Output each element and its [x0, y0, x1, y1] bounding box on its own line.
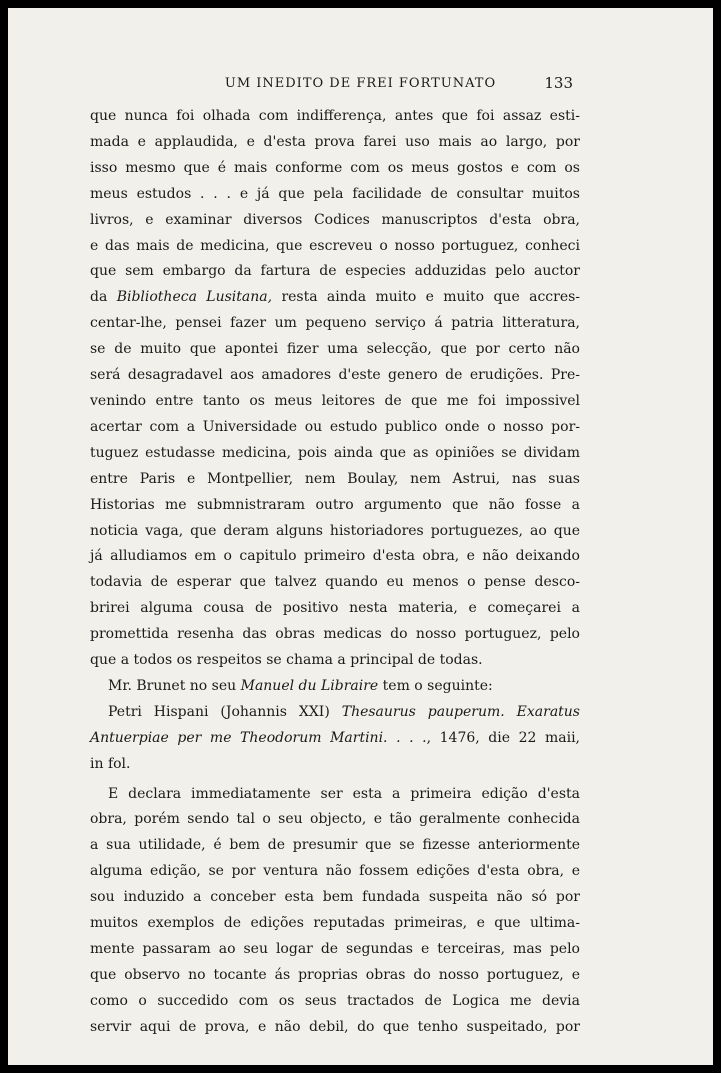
text-line: acertar com a Universidade ou estudo publico onde o nosso por- [90, 418, 580, 435]
italic-title: Thesaurus pauperum. Exaratus [341, 703, 580, 720]
italic-title: Antuerpiae per me Theodorum Martini. . . . [90, 729, 427, 746]
text-segment: XXI) [298, 703, 330, 720]
text-line: como o succedido com os seus tractados de Logica me devia [90, 992, 580, 1009]
text-segment: Mr. Brunet no seu [108, 677, 237, 694]
text-segment: 1476, die 22 maii, [439, 729, 581, 746]
body-text [90, 104, 580, 1041]
page-number: 133 [544, 74, 573, 92]
text-line [90, 674, 580, 700]
text-line: se de muito que apontei fizer uma selecção, que por certo não [90, 341, 580, 358]
text-line: mada e applaudida, e d'esta prova farei uso mais ao largo, por [90, 133, 580, 150]
text-line: alguma edição, se por ventura não fossem edições d'esta obra, e [90, 863, 580, 880]
text-line: todavia de esperar que talvez quando eu menos o pense desco- [90, 574, 580, 591]
text-line [90, 700, 580, 726]
text-line: será desagradavel aos amadores d'este genero de erudições. Pre- [90, 367, 580, 384]
italic-title: Bibliotheca [116, 289, 197, 306]
text-line: promettida resenha das obras medicas do nosso portuguez, pelo [90, 626, 580, 643]
text-line: tuguez estudasse medicina, pois ainda que as opiniões se dividam [90, 444, 580, 461]
text-line: Antuerpiae per me Theodorum Martini. . . ., 1476, die 22 maii, [90, 729, 581, 746]
text-line: venindo entre tanto os meus leitores de que me foi impossivel [90, 392, 580, 409]
text-line: noticia vaga, que deram alguns historiadores portuguezes, ao que [90, 522, 580, 539]
text-line: Historias me submnistraram outro argumento que não fosse a [90, 496, 580, 513]
text-line: que a todos os respeitos se chama a principal de todas. [90, 652, 483, 669]
text-line: e das mais de medicina, que escreveu o nosso portuguez, conheci [90, 237, 580, 254]
text-line: servir aqui de prova, e não debil, do que tenho suspeitado, por [90, 1018, 580, 1035]
text-segment: Petri Hispani (Johannis [108, 703, 287, 720]
text-line: isso mesmo que é mais conforme com os meus gostos e com os [90, 159, 580, 176]
text-segment: da [90, 289, 108, 306]
text-line: obra, porém sendo tal o seu objecto, e tão geralmente conhecida [90, 811, 580, 828]
text-line [90, 285, 580, 311]
text-line: livros, e examinar diversos Codices manuscriptos d'esta obra, [90, 211, 580, 228]
text-line: mente passaram ao seu logar de segundas e terceiras, mas pelo [90, 941, 580, 957]
running-head [8, 76, 713, 96]
text-line: a sua utilidade, é bem de presumir que se fizesse anteriormente [90, 837, 580, 854]
text-line: entre Paris e Montpellier, nem Boulay, nem Astrui, nas suas [90, 470, 580, 487]
text-segment: resta ainda muito e muito que accres- [281, 289, 581, 306]
running-title: UM INEDITO DE FREI FORTUNATO [224, 76, 497, 91]
text-line: brirei alguma cousa de positivo nesta materia, e começarei a [90, 600, 580, 617]
text-line: E declara immediatamente ser esta a primeira edição d'esta [108, 785, 580, 802]
italic-title: Lusitana, [206, 289, 273, 306]
text-line: que sem embargo da fartura de especies adduzidas pelo auctor [90, 263, 580, 280]
text-line: in fol. [90, 755, 131, 772]
text-line: já alludiamos em o capitulo primeiro d'esta obra, e não deixando [90, 548, 580, 565]
book-page [8, 8, 713, 1065]
text-line: sou induzido a conceber esta bem fundada suspeita não só por [90, 889, 580, 906]
text-line: centar-lhe, pensei fazer um pequeno serviço á patria litteratura, [90, 315, 580, 332]
text-line: meus estudos . . . e já que pela facilidade de consultar muitos [90, 185, 580, 202]
text-segment: tem o seguinte: [382, 677, 493, 694]
text-line: muitos exemplos de edições reputadas primeiras, e que ultima- [90, 915, 580, 932]
text-line: que observo no tocante ás proprias obras do nosso portuguez, e [90, 966, 580, 983]
text-line: que nunca foi olhada com indifferença, antes que foi assaz esti- [90, 108, 580, 124]
italic-title: Manuel du Libraire [240, 677, 379, 694]
